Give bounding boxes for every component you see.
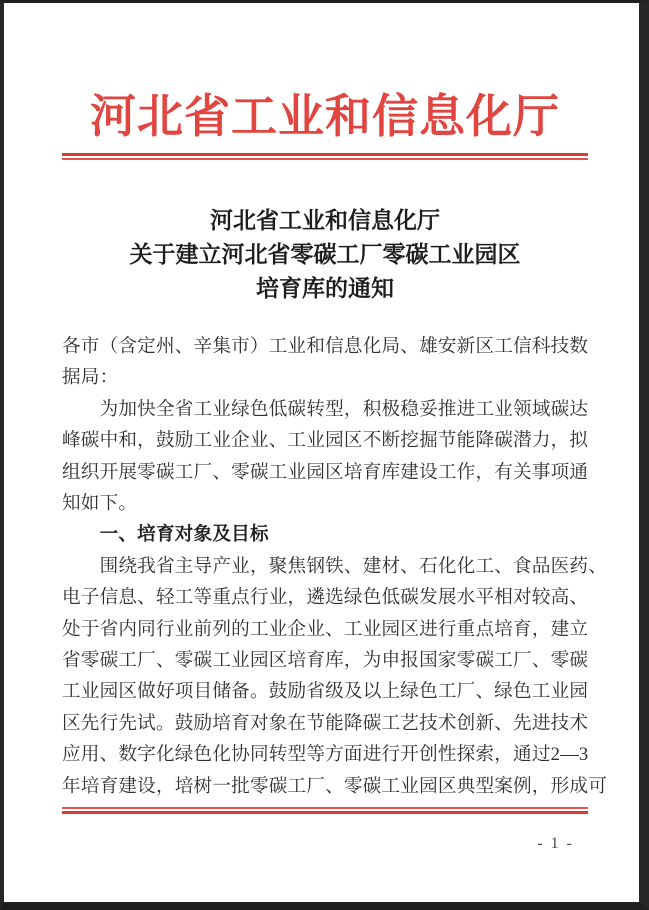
body-line: 省零碳工厂、零碳工业园区培育库，为申报国家零碳工厂、零碳 bbox=[62, 650, 589, 672]
document-title-line: 关于建立河北省零碳工厂零碳工业园区 bbox=[129, 242, 521, 267]
letterhead-double-rule bbox=[62, 153, 588, 160]
section-heading: 一、培育对象及目标 bbox=[62, 524, 269, 546]
body-line: 组织开展零碳工厂、零碳工业园区培育库建设工作，有关事项通 bbox=[62, 461, 589, 483]
body-line: 应用、数字化绿色化协同转型等方面进行开创性探索，通过2—3 bbox=[62, 744, 589, 766]
body-line: 围绕我省主导产业，聚焦钢铁、建材、石化化工、食品医药、 bbox=[62, 555, 608, 577]
document-title bbox=[62, 204, 588, 306]
letterhead-title: 河北省工业和信息化厅 bbox=[90, 91, 560, 142]
page bbox=[4, 92, 639, 910]
footer-double-rule bbox=[62, 807, 588, 814]
document-title-line: 培育库的通知 bbox=[256, 276, 394, 301]
body-line: 据局： bbox=[62, 367, 119, 389]
body-line: 电子信息、轻工等重点行业，遴选绿色低碳发展水平相对较高、 bbox=[62, 587, 589, 609]
body-line: 各市（含定州、辛集市）工业和信息化局、雄安新区工信科技数 bbox=[62, 336, 589, 357]
page-number: - 1 - bbox=[537, 835, 574, 853]
body-line: 年培育建设，培树一批零碳工厂、零碳工业园区典型案例，形成可 bbox=[62, 775, 608, 797]
body-line: 工业园区做好项目储备。鼓励省级及以上绿色工厂、绿色工业园 bbox=[62, 681, 589, 703]
document-body bbox=[62, 331, 608, 802]
body-line: 区先行先试。鼓励培育对象在节能降碳工艺技术创新、先进技术 bbox=[62, 712, 589, 734]
document-title-line: 河北省工业和信息化厅 bbox=[210, 208, 440, 233]
body-line: 为加快全省工业绿色低碳转型，积极稳妥推进工业领域碳达 bbox=[62, 398, 589, 420]
body-line: 峰碳中和，鼓励工业企业、工业园区不断挖掘节能降碳潜力，拟 bbox=[62, 430, 589, 452]
body-line: 处于省内同行业前列的工业企业、工业园区进行重点培育，建立 bbox=[62, 618, 589, 640]
body-line: 知如下。 bbox=[62, 493, 138, 515]
